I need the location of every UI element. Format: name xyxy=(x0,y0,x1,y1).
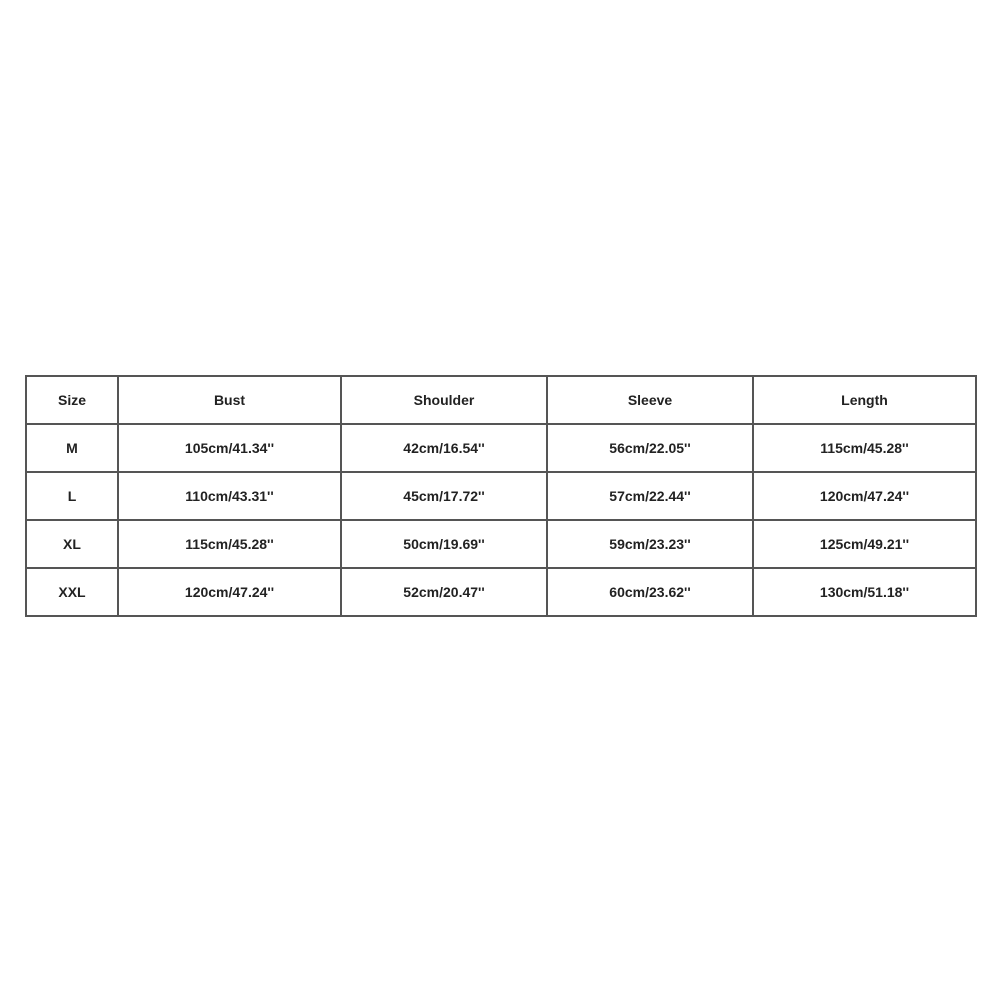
cell-shoulder: 52cm/20.47'' xyxy=(341,568,547,616)
cell-bust: 120cm/47.24'' xyxy=(118,568,341,616)
header-sleeve: Sleeve xyxy=(547,376,753,424)
table-row xyxy=(26,424,976,472)
table-header-row xyxy=(26,376,976,424)
cell-sleeve: 59cm/23.23'' xyxy=(547,520,753,568)
header-size: Size xyxy=(26,376,118,424)
cell-sleeve: 56cm/22.05'' xyxy=(547,424,753,472)
cell-size: XXL xyxy=(26,568,118,616)
table-row xyxy=(26,472,976,520)
header-shoulder: Shoulder xyxy=(341,376,547,424)
cell-shoulder: 42cm/16.54'' xyxy=(341,424,547,472)
header-length: Length xyxy=(753,376,976,424)
table-row xyxy=(26,568,976,616)
cell-bust: 110cm/43.31'' xyxy=(118,472,341,520)
header-bust: Bust xyxy=(118,376,341,424)
cell-bust: 105cm/41.34'' xyxy=(118,424,341,472)
cell-sleeve: 60cm/23.62'' xyxy=(547,568,753,616)
cell-shoulder: 50cm/19.69'' xyxy=(341,520,547,568)
cell-sleeve: 57cm/22.44'' xyxy=(547,472,753,520)
cell-bust: 115cm/45.28'' xyxy=(118,520,341,568)
cell-length: 115cm/45.28'' xyxy=(753,424,976,472)
cell-size: M xyxy=(26,424,118,472)
table-row xyxy=(26,520,976,568)
cell-length: 125cm/49.21'' xyxy=(753,520,976,568)
cell-size: L xyxy=(26,472,118,520)
cell-length: 130cm/51.18'' xyxy=(753,568,976,616)
cell-length: 120cm/47.24'' xyxy=(753,472,976,520)
cell-size: XL xyxy=(26,520,118,568)
size-chart-table xyxy=(25,375,977,617)
cell-shoulder: 45cm/17.72'' xyxy=(341,472,547,520)
